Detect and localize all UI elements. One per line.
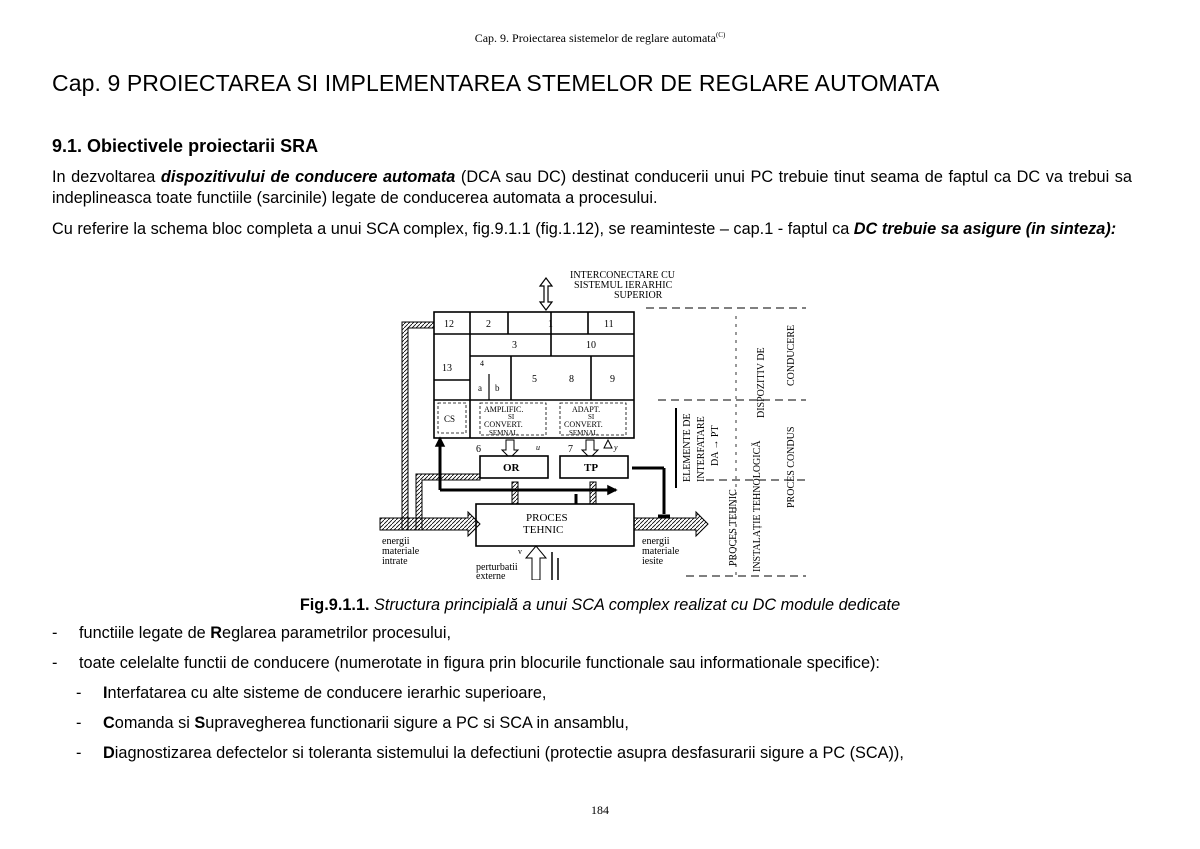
paragraph-1: In dezvoltarea dispozitivului de conducere automata (DCA sau DC) destinat conducerii unui PC trebuie tinut seama de faptul ca DC va trebui sa indeplineasca toate functiile (sarcinile) legate de conducerea automata a procesului.: [52, 168, 1132, 207]
output-label-3: iesite: [642, 556, 664, 567]
page-number: 184: [591, 803, 609, 817]
block-3: 3: [512, 340, 517, 351]
amp-1: AMPLIFIC.: [484, 405, 524, 414]
input-label-1: energii: [382, 536, 410, 547]
chapter-title: Cap. 9 PROIECTAREA SI IMPLEMENTAREA STEMELOR DE REGLARE AUTOMATA: [52, 70, 940, 96]
output-label-2: materiale: [642, 546, 680, 557]
side-label-proces-tehnic: PROCES TEHNIC: [728, 489, 739, 566]
figure-caption: Fig.9.1.1. Structura principială a unui SCA complex realizat cu DC module dedicate: [299, 596, 901, 614]
side-label-dc-2: CONDUCERE: [786, 324, 797, 386]
side-label-interf-3: DA → PT: [710, 425, 721, 466]
block-4b: b: [495, 383, 500, 393]
block-9: 9: [610, 374, 615, 385]
side-label-instalatie: INSTALAȚIE TEHNOLOGICĂ: [752, 440, 763, 572]
running-header: Cap. 9. Proiectarea sistemelor de reglare automata$^{(C)}$: [474, 31, 726, 45]
block-2: 2: [486, 319, 491, 330]
output-label-1: energii: [642, 536, 670, 547]
block-4: 4: [480, 359, 484, 368]
block-7: 7: [568, 444, 573, 455]
input-label-3: intrate: [382, 556, 408, 567]
adapt-2: SI: [588, 413, 595, 421]
block-4a: a: [478, 383, 482, 393]
amp-2: SI: [508, 413, 515, 421]
adapt-3: CONVERT.: [564, 420, 603, 429]
block-10: 10: [586, 340, 596, 351]
or-label: OR: [503, 462, 520, 474]
block-8: 8: [569, 374, 574, 385]
top-label-2: SISTEMUL IERARHIC: [574, 280, 673, 291]
proces-2: TEHNIC: [523, 524, 564, 536]
block-11: 11: [604, 319, 614, 330]
hierarchy-arrow: [540, 278, 552, 310]
block-7y: y: [614, 443, 618, 452]
disturbance-v: v: [518, 547, 522, 556]
top-label-3: SUPERIOR: [614, 290, 663, 301]
block-diagram: [376, 268, 808, 580]
block-6: 6: [476, 444, 481, 455]
top-label-1: INTERCONECTARE CU: [570, 270, 676, 281]
block-13: 13: [442, 363, 452, 374]
disturbance-label-1: perturbatii: [476, 562, 518, 573]
block-1: 1: [548, 319, 553, 330]
block-5: 5: [532, 374, 537, 385]
tp-label: TP: [584, 462, 599, 474]
block-cs: CS: [444, 414, 456, 424]
amp-4: SEMNAL: [489, 429, 518, 437]
block-12: 12: [444, 319, 454, 330]
paragraph-2: Cu referire la schema bloc completa a unui SCA complex, fig.9.1.1 (fig.1.12), se reaminteste – cap.1 - faptul ca DC trebuie sa asigure (in sinteza):: [52, 220, 1117, 238]
disturbance-label-2: externe: [476, 571, 506, 580]
input-label-2: materiale: [382, 546, 420, 557]
adapt-4: SEMNAL: [569, 429, 598, 437]
section-title: 9.1. Obiectivele proiectarii SRA: [52, 136, 319, 156]
amp-3: CONVERT.: [484, 420, 523, 429]
side-label-proces-condus: PROCES CONDUS: [786, 426, 797, 508]
proces-1: PROCES: [526, 512, 568, 524]
side-label-interf-2: INTERFATARE: [696, 416, 707, 482]
side-label-interf-1: ELEMENTE DE: [682, 413, 693, 482]
side-label-dc-1: DISPOZITIV DE: [756, 347, 767, 418]
block-6u: u: [536, 443, 540, 452]
adapt-1: ADAPT.: [572, 405, 601, 414]
